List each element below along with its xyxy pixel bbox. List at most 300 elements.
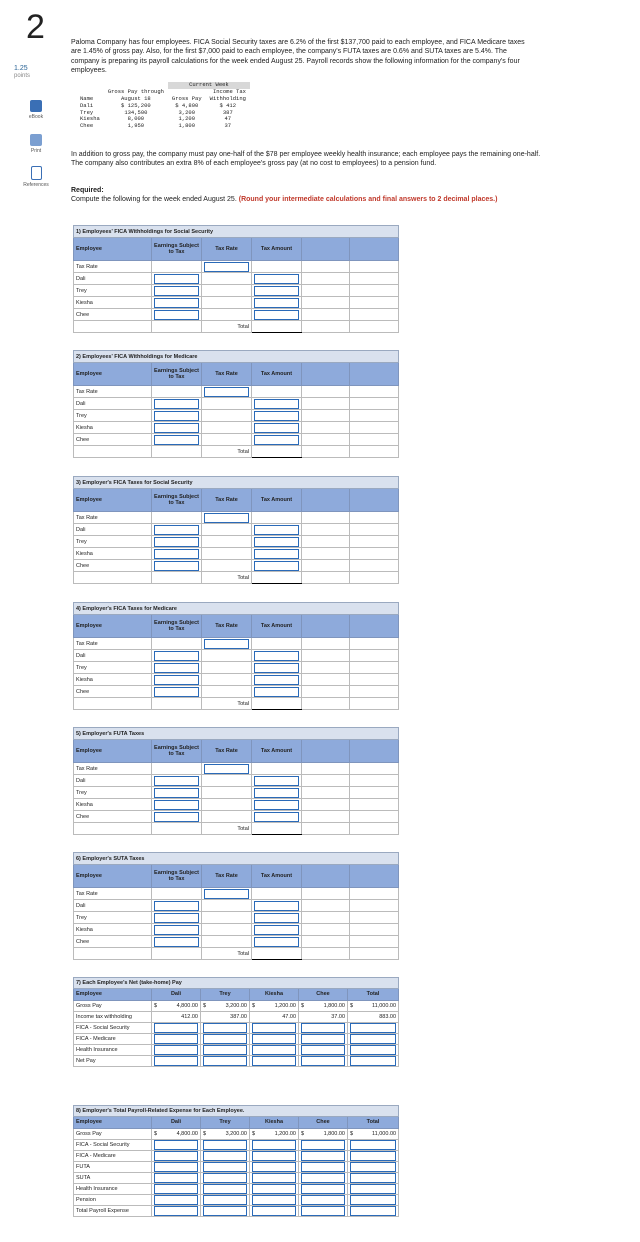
- value-input[interactable]: [154, 1151, 198, 1161]
- total-label: Total: [202, 572, 252, 584]
- employee-label: Chee: [74, 434, 152, 446]
- earnings-input[interactable]: [154, 776, 199, 786]
- tax-amount-input[interactable]: [254, 937, 299, 947]
- tax-amount-input[interactable]: [254, 776, 299, 786]
- total-input[interactable]: [254, 322, 299, 332]
- cell-value: 883.00: [348, 1012, 399, 1023]
- value-input[interactable]: [350, 1140, 396, 1150]
- value-input[interactable]: [203, 1162, 247, 1172]
- employee-ytd: 1,950: [127, 122, 145, 130]
- col-rate-header: Tax Rate: [202, 865, 252, 888]
- employee-label: Trey: [74, 662, 152, 674]
- required-label: Required:: [71, 187, 104, 194]
- tax-section-3: [73, 476, 399, 584]
- col-amount-header: Tax Amount: [252, 615, 302, 638]
- col-header: Dali: [152, 1117, 201, 1129]
- ebook-icon: [30, 100, 42, 112]
- row-label: SUTA: [74, 1173, 152, 1184]
- col-employee-header: Employee: [74, 238, 152, 261]
- row-label: Health Insurance: [74, 1045, 152, 1056]
- table-row: [74, 1151, 399, 1162]
- employee-label: Kiesha: [74, 548, 152, 560]
- employee-label: Dali: [74, 775, 152, 787]
- cell-value: $ 11,000.00: [348, 1001, 399, 1012]
- tax-amount-input[interactable]: [254, 913, 299, 923]
- earnings-input[interactable]: [154, 913, 199, 923]
- tax-rate-label: Tax Rate: [74, 888, 152, 900]
- col-rate-header: Tax Rate: [202, 238, 252, 261]
- col-earnings-header: Earnings Subject to Tax: [152, 865, 202, 888]
- references-icon: [31, 166, 42, 180]
- col-amount-header: Tax Amount: [252, 238, 302, 261]
- earnings-input[interactable]: [154, 298, 199, 308]
- earnings-input[interactable]: [154, 310, 199, 320]
- col-wh-header-1: Income Tax: [212, 87, 246, 95]
- tax-amount-input[interactable]: [254, 411, 299, 421]
- value-input[interactable]: [154, 1162, 198, 1172]
- table-row: [74, 1129, 399, 1140]
- value-input[interactable]: [154, 1023, 198, 1033]
- earnings-input[interactable]: [154, 663, 199, 673]
- table-row: [74, 524, 399, 536]
- value-input[interactable]: [203, 1034, 247, 1044]
- table-row: [74, 536, 399, 548]
- question-number: 2: [26, 8, 45, 46]
- employee-name: Kiesha: [80, 115, 100, 123]
- value-input[interactable]: [301, 1045, 345, 1055]
- earnings-input[interactable]: [154, 800, 199, 810]
- value-input[interactable]: [154, 1034, 198, 1044]
- row-label: FICA - Medicare: [74, 1151, 152, 1162]
- value-input[interactable]: [154, 1140, 198, 1150]
- table-row: [74, 662, 399, 674]
- table-row: [74, 1045, 399, 1056]
- earnings-input[interactable]: [154, 411, 199, 421]
- employee-label: Trey: [74, 787, 152, 799]
- value-input[interactable]: [301, 1056, 345, 1066]
- employee-label: Kiesha: [74, 297, 152, 309]
- employee-gross: 3,200: [178, 108, 196, 116]
- earnings-input[interactable]: [154, 537, 199, 547]
- tax-amount-input[interactable]: [254, 812, 299, 822]
- employee-label: Trey: [74, 285, 152, 297]
- col-rate-header: Tax Rate: [202, 740, 252, 763]
- employee-ytd: 134,500: [124, 108, 148, 116]
- value-input[interactable]: [203, 1045, 247, 1055]
- tax-amount-input[interactable]: [254, 925, 299, 935]
- value-input[interactable]: [154, 1045, 198, 1055]
- table-row: [74, 273, 399, 285]
- col-name-header: Name: [80, 94, 94, 102]
- tax-section-5: [73, 727, 399, 835]
- value-input[interactable]: [203, 1023, 247, 1033]
- col-earnings-header: Earnings Subject to Tax: [152, 615, 202, 638]
- table-row: [74, 1056, 399, 1067]
- table-row: [74, 775, 399, 787]
- value-input[interactable]: [252, 1206, 296, 1216]
- tax-section-6: [73, 852, 399, 960]
- col-ytd-header-1: Gross Pay through: [107, 87, 164, 95]
- col-header: Chee: [299, 1117, 348, 1129]
- employee-name: Chee: [80, 122, 94, 130]
- section-title: 2) Employees' FICA Withholdings for Medicare: [74, 351, 399, 363]
- employee-label: Chee: [74, 811, 152, 823]
- col-header: Chee: [299, 989, 348, 1001]
- row-label: Gross Pay: [74, 1129, 152, 1140]
- total-label: Total: [202, 823, 252, 835]
- tax-rate-input[interactable]: [204, 262, 249, 272]
- table-row: [74, 912, 399, 924]
- value-input[interactable]: [350, 1206, 396, 1216]
- employee-withholding: 47: [224, 115, 232, 123]
- tax-amount-input[interactable]: [254, 800, 299, 810]
- value-input[interactable]: [301, 1034, 345, 1044]
- value-input[interactable]: [252, 1056, 296, 1066]
- value-input[interactable]: [252, 1045, 296, 1055]
- earnings-input[interactable]: [154, 399, 199, 409]
- table-row: [74, 1023, 399, 1034]
- value-input[interactable]: [252, 1162, 296, 1172]
- value-input[interactable]: [301, 1195, 345, 1205]
- employee-info-table: [76, 82, 250, 130]
- col-earnings-header: Earnings Subject to Tax: [152, 489, 202, 512]
- earnings-input[interactable]: [154, 435, 199, 445]
- print-icon: [30, 134, 42, 146]
- employee-ytd: 8,000: [127, 115, 145, 123]
- points-value: 1.25: [14, 65, 28, 72]
- value-input[interactable]: [154, 1195, 198, 1205]
- employee-label: Chee: [74, 560, 152, 572]
- value-input[interactable]: [301, 1140, 345, 1150]
- total-input[interactable]: [254, 949, 299, 959]
- employee-gross: 1,200: [178, 115, 196, 123]
- col-header: Trey: [201, 1117, 250, 1129]
- col-amount-header: Tax Amount: [252, 740, 302, 763]
- table-row: [74, 422, 399, 434]
- row-label: Health Insurance: [74, 1184, 152, 1195]
- employee-withholding: 37: [224, 122, 232, 130]
- row-label: Gross Pay: [74, 1001, 152, 1012]
- value-input[interactable]: [252, 1151, 296, 1161]
- earnings-input[interactable]: [154, 675, 199, 685]
- intro-text: Paloma Company has four employees. FICA Social Security taxes are 6.2% of the first $137,700 paid to each employee, and FICA Medicare taxes are 1.45% of gross pay. Also, for the first $7,000 paid to each employee, the company's FUTA taxes are 0.6% and SUTA taxes are 5.4%. The company is preparing its payroll calculations for the week ended August 25. Payroll records show the following information for the company's four employees.: [71, 39, 525, 75]
- col-header: Total: [348, 989, 399, 1001]
- employee-label: Trey: [74, 410, 152, 422]
- earnings-input[interactable]: [154, 651, 199, 661]
- value-input[interactable]: [154, 1206, 198, 1216]
- section-title: 7) Each Employee's Net (take-home) Pay: [74, 978, 399, 989]
- value-input[interactable]: [252, 1140, 296, 1150]
- earnings-input[interactable]: [154, 788, 199, 798]
- employee-label: Chee: [74, 309, 152, 321]
- employee-label: Kiesha: [74, 799, 152, 811]
- col-header: Employee: [74, 1117, 152, 1129]
- value-input[interactable]: [350, 1045, 396, 1055]
- value-input[interactable]: [252, 1195, 296, 1205]
- section-title: 5) Employer's FUTA Taxes: [74, 728, 399, 740]
- row-label: FUTA: [74, 1162, 152, 1173]
- table-row: [74, 1206, 399, 1217]
- table-row: [74, 811, 399, 823]
- employee-row: [76, 123, 250, 130]
- table-row: [74, 1162, 399, 1173]
- value-input[interactable]: [301, 1151, 345, 1161]
- value-input[interactable]: [154, 1173, 198, 1183]
- employee-label: Kiesha: [74, 674, 152, 686]
- tax-rate-label: Tax Rate: [74, 763, 152, 775]
- employee-label: Chee: [74, 936, 152, 948]
- ebook-tool[interactable]: [14, 100, 58, 120]
- total-input[interactable]: [254, 699, 299, 709]
- col-rate-header: Tax Rate: [202, 489, 252, 512]
- tax-rate-input[interactable]: [204, 639, 249, 649]
- total-input[interactable]: [254, 447, 299, 457]
- employee-label: Kiesha: [74, 924, 152, 936]
- col-wh-header-2: Withholding: [209, 94, 246, 102]
- cell-value: $ 11,000.00: [348, 1129, 399, 1140]
- value-input[interactable]: [252, 1173, 296, 1183]
- table-row: [74, 1140, 399, 1151]
- references-label: References: [23, 182, 49, 188]
- section-title: 4) Employer's FICA Taxes for Medicare: [74, 603, 399, 615]
- tax-amount-input[interactable]: [254, 274, 299, 284]
- employee-gross: $ 4,800: [175, 101, 199, 109]
- total-input[interactable]: [254, 573, 299, 583]
- employee-label: Dali: [74, 650, 152, 662]
- cell-value: $ 4,800.00: [152, 1001, 201, 1012]
- cell-value: 37.00: [299, 1012, 348, 1023]
- cell-value: $ 1,200.00: [250, 1001, 299, 1012]
- section-title: 1) Employees' FICA Withholdings for Social Security: [74, 226, 399, 238]
- payroll-expense-table: [73, 1105, 399, 1217]
- total-label: Total: [202, 948, 252, 960]
- tax-rate-input[interactable]: [204, 889, 249, 899]
- cell-value: $ 4,800.00: [152, 1129, 201, 1140]
- points-display: [14, 64, 30, 81]
- table-row: [74, 560, 399, 572]
- col-header: Kiesha: [250, 1117, 299, 1129]
- value-input[interactable]: [203, 1173, 247, 1183]
- value-input[interactable]: [350, 1056, 396, 1066]
- table-row: [74, 285, 399, 297]
- total-input[interactable]: [254, 824, 299, 834]
- employee-ytd: $ 125,200: [121, 101, 151, 109]
- print-tool[interactable]: [14, 134, 58, 154]
- cell-value: $ 1,800.00: [299, 1001, 348, 1012]
- col-employee-header: Employee: [74, 363, 152, 386]
- table-row: [74, 1001, 399, 1012]
- employee-label: Dali: [74, 398, 152, 410]
- value-input[interactable]: [350, 1034, 396, 1044]
- points-label: points: [14, 73, 31, 80]
- table-row: [74, 799, 399, 811]
- table-row: [74, 674, 399, 686]
- tax-rate-label: Tax Rate: [74, 261, 152, 273]
- col-rate-header: Tax Rate: [202, 363, 252, 386]
- value-input[interactable]: [301, 1184, 345, 1194]
- employee-label: Chee: [74, 686, 152, 698]
- table-row: [74, 1184, 399, 1195]
- earnings-input[interactable]: [154, 525, 199, 535]
- required-block: [71, 186, 497, 205]
- tax-amount-input[interactable]: [254, 788, 299, 798]
- tax-section-4: [73, 602, 399, 710]
- references-tool[interactable]: [14, 166, 58, 188]
- value-input[interactable]: [350, 1195, 396, 1205]
- value-input[interactable]: [252, 1184, 296, 1194]
- additional-info-text: In addition to gross pay, the company must pay one-half of the $78 per employee weekly health insurance; each employee pays the remaining one-half. The company also contributes an extra 8% of each employee's gross pay (at no cost to employees) to a pension fund.: [71, 151, 541, 168]
- section-title: 3) Employer's FICA Taxes for Social Security: [74, 477, 399, 489]
- cell-value: 412.00: [152, 1012, 201, 1023]
- row-label: Total Payroll Expense: [74, 1206, 152, 1217]
- value-input[interactable]: [301, 1162, 345, 1172]
- tax-amount-input[interactable]: [254, 423, 299, 433]
- table-row: [74, 309, 399, 321]
- print-label: Print: [30, 148, 42, 154]
- row-label: Net Pay: [74, 1056, 152, 1067]
- col-amount-header: Tax Amount: [252, 865, 302, 888]
- tax-amount-input[interactable]: [254, 663, 299, 673]
- tax-amount-input[interactable]: [254, 561, 299, 571]
- col-employee-header: Employee: [74, 489, 152, 512]
- tax-amount-input[interactable]: [254, 286, 299, 296]
- row-label: FICA - Social Security: [74, 1140, 152, 1151]
- table-row: [74, 936, 399, 948]
- table-row: [74, 548, 399, 560]
- tax-rate-label: Tax Rate: [74, 386, 152, 398]
- employee-label: Dali: [74, 273, 152, 285]
- table-row: [74, 900, 399, 912]
- tax-rate-input[interactable]: [204, 387, 249, 397]
- row-label: FICA - Medicare: [74, 1034, 152, 1045]
- col-employee-header: Employee: [74, 740, 152, 763]
- value-input[interactable]: [203, 1184, 247, 1194]
- required-text: Compute the following for the week ended August 25.: [71, 196, 237, 204]
- tax-amount-input[interactable]: [254, 310, 299, 320]
- col-header: Trey: [201, 989, 250, 1001]
- earnings-input[interactable]: [154, 901, 199, 911]
- earnings-input[interactable]: [154, 937, 199, 947]
- col-header: Dali: [152, 989, 201, 1001]
- earnings-input[interactable]: [154, 286, 199, 296]
- tax-amount-input[interactable]: [254, 901, 299, 911]
- table-row: [74, 398, 399, 410]
- total-label: Total: [202, 698, 252, 710]
- tax-section-2: [73, 350, 399, 458]
- tax-amount-input[interactable]: [254, 525, 299, 535]
- tax-rate-label: Tax Rate: [74, 512, 152, 524]
- cell-value: 387.00: [201, 1012, 250, 1023]
- earnings-input[interactable]: [154, 925, 199, 935]
- value-input[interactable]: [203, 1206, 247, 1216]
- col-gross-header: Gross Pay: [171, 94, 202, 102]
- value-input[interactable]: [203, 1056, 247, 1066]
- tax-rate-input[interactable]: [204, 513, 249, 523]
- tax-rate-input[interactable]: [204, 764, 249, 774]
- earnings-input[interactable]: [154, 561, 199, 571]
- table-row: [74, 1012, 399, 1023]
- col-header: Employee: [74, 989, 152, 1001]
- tax-section-1: [73, 225, 399, 333]
- earnings-input[interactable]: [154, 687, 199, 697]
- cell-value: $ 3,200.00: [201, 1001, 250, 1012]
- value-input[interactable]: [203, 1195, 247, 1205]
- value-input[interactable]: [350, 1173, 396, 1183]
- col-employee-header: Employee: [74, 865, 152, 888]
- value-input[interactable]: [252, 1034, 296, 1044]
- table-row: [74, 297, 399, 309]
- net-pay-table: [73, 977, 399, 1067]
- tax-amount-input[interactable]: [254, 651, 299, 661]
- earnings-input[interactable]: [154, 549, 199, 559]
- earnings-input[interactable]: [154, 423, 199, 433]
- value-input[interactable]: [252, 1023, 296, 1033]
- col-ytd-header-2: August 18: [121, 94, 151, 102]
- tax-amount-input[interactable]: [254, 298, 299, 308]
- value-input[interactable]: [154, 1056, 198, 1066]
- value-input[interactable]: [301, 1173, 345, 1183]
- value-input[interactable]: [350, 1184, 396, 1194]
- table-row: [74, 686, 399, 698]
- employee-withholding: $ 412: [219, 101, 237, 109]
- table-row: [74, 1034, 399, 1045]
- earnings-input[interactable]: [154, 274, 199, 284]
- value-input[interactable]: [350, 1151, 396, 1161]
- cell-value: $ 3,200.00: [201, 1129, 250, 1140]
- table-row: [74, 1195, 399, 1206]
- current-week-header: Current Week: [168, 82, 250, 89]
- value-input[interactable]: [203, 1151, 247, 1161]
- tax-amount-input[interactable]: [254, 399, 299, 409]
- value-input[interactable]: [154, 1184, 198, 1194]
- col-amount-header: Tax Amount: [252, 363, 302, 386]
- tax-amount-input[interactable]: [254, 549, 299, 559]
- col-header: Total: [348, 1117, 399, 1129]
- value-input[interactable]: [203, 1140, 247, 1150]
- col-employee-header: Employee: [74, 615, 152, 638]
- value-input[interactable]: [350, 1023, 396, 1033]
- tax-amount-input[interactable]: [254, 435, 299, 445]
- employee-gross: 1,800: [178, 122, 196, 130]
- col-rate-header: Tax Rate: [202, 615, 252, 638]
- tax-amount-input[interactable]: [254, 537, 299, 547]
- col-earnings-header: Earnings Subject to Tax: [152, 740, 202, 763]
- col-amount-header: Tax Amount: [252, 489, 302, 512]
- value-input[interactable]: [301, 1206, 345, 1216]
- earnings-input[interactable]: [154, 812, 199, 822]
- value-input[interactable]: [350, 1162, 396, 1172]
- cell-value: 47.00: [250, 1012, 299, 1023]
- value-input[interactable]: [301, 1023, 345, 1033]
- question-body: [71, 38, 531, 76]
- row-label: FICA - Social Security: [74, 1023, 152, 1034]
- employee-label: Dali: [74, 900, 152, 912]
- section-title: 6) Employer's SUTA Taxes: [74, 853, 399, 865]
- tax-amount-input[interactable]: [254, 687, 299, 697]
- table-row: [74, 924, 399, 936]
- cell-value: $ 1,800.00: [299, 1129, 348, 1140]
- row-label: Income tax withholding: [74, 1012, 152, 1023]
- employee-label: Trey: [74, 536, 152, 548]
- table-row: [74, 650, 399, 662]
- employee-label: Dali: [74, 524, 152, 536]
- section-title: 8) Employer's Total Payroll-Related Expense for Each Employee.: [74, 1106, 399, 1117]
- row-label: Pension: [74, 1195, 152, 1206]
- tax-amount-input[interactable]: [254, 675, 299, 685]
- rounding-note: (Round your intermediate calculations and final answers to 2 decimal places.): [238, 196, 498, 204]
- employee-name: Trey: [80, 108, 94, 116]
- total-label: Total: [202, 446, 252, 458]
